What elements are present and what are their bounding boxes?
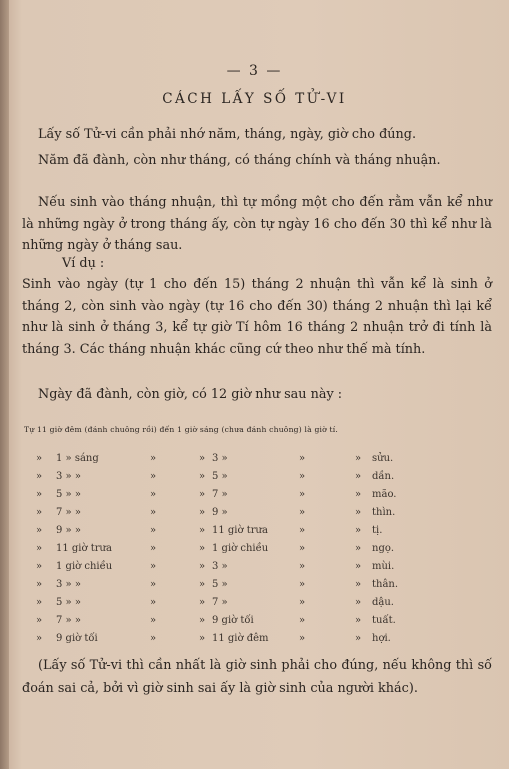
table-row — [0, 507, 509, 525]
table-cell-c8: thân. — [372, 579, 399, 590]
table-cell-c2: 9 giờ tối — [56, 633, 98, 644]
paragraph-example: Sinh vào ngày (tự 1 cho đến 15) tháng 2 nhuận thì vẫn kể là sinh ở tháng 2, còn sinh vào ngày (tự 16 cho đến 30) tháng 2 nhuận thì lại kể như là sinh ở tháng 3, kể tự giờ Tí hôm 16 tháng 2 nhuận trở đi tính là tháng 3. Các tháng nhuận khác cũng cứ theo như thế mà tính. — [22, 277, 492, 357]
table-cell-c1: » — [36, 579, 43, 590]
table-cell-c4: » — [199, 633, 206, 644]
table-cell-c8: mão. — [372, 489, 397, 500]
table-row — [0, 453, 509, 471]
table-cell-c3: » — [150, 615, 157, 626]
table-cell-c8: tuất. — [372, 615, 396, 626]
table-cell-c5: 3 » — [212, 561, 228, 572]
table-cell-c5: 9 giờ tối — [212, 615, 254, 626]
table-cell-c7: » — [355, 543, 362, 554]
table-cell-c6: » — [299, 561, 306, 572]
table-row — [0, 471, 509, 489]
hours-table-header: Tự 11 giờ đêm (đánh chuông rồi) đến 1 giờ sáng (chưa đánh chuông) là giờ tí. — [24, 425, 339, 434]
table-cell-c3: » — [150, 507, 157, 518]
paragraph-example-label: Ví dụ : — [62, 256, 105, 271]
table-cell-c7: » — [355, 597, 362, 608]
table-cell-c1: » — [36, 615, 43, 626]
table-cell-c7: » — [355, 633, 362, 644]
table-cell-c2: 3 » » — [56, 471, 81, 482]
page-number: — 3 — — [226, 63, 283, 79]
table-cell-c4: » — [199, 543, 206, 554]
table-cell-c6: » — [299, 471, 306, 482]
table-cell-c4: » — [199, 471, 206, 482]
table-cell-c8: hợi. — [372, 633, 391, 644]
table-cell-c5: 7 » — [212, 597, 228, 608]
table-cell-c6: » — [299, 525, 306, 536]
table-cell-c5: 5 » — [212, 579, 228, 590]
table-cell-c3: » — [150, 489, 157, 500]
table-cell-c2: 5 » » — [56, 489, 81, 500]
table-cell-c8: tị. — [372, 525, 383, 536]
table-cell-c5: 5 » — [212, 471, 228, 482]
table-cell-c1: » — [36, 525, 43, 536]
table-cell-c7: » — [355, 507, 362, 518]
table-row — [0, 615, 509, 633]
table-cell-c4: » — [199, 561, 206, 572]
table-row — [0, 543, 509, 561]
paragraph-3: Nếu sinh vào tháng nhuận, thì tự mồng một cho đến rằm vẫn kể như là những ngày ở trong tháng ấy, còn tự ngày 16 cho đến 30 thì kể như là những ngày ở tháng sau. — [22, 195, 492, 253]
table-cell-c3: » — [150, 543, 157, 554]
table-cell-c2: 7 » » — [56, 507, 81, 518]
table-cell-c7: » — [355, 561, 362, 572]
table-cell-c6: » — [299, 507, 306, 518]
paragraph-1: Lấy số Tử-vi cần phải nhớ năm, tháng, ngày, giờ cho đúng. — [38, 127, 417, 142]
table-cell-c6: » — [299, 543, 306, 554]
table-cell-c1: » — [36, 597, 43, 608]
table-cell-c8: thìn. — [372, 507, 396, 518]
table-cell-c4: » — [199, 453, 206, 464]
table-cell-c5: 11 giờ trưa — [212, 525, 268, 536]
table-cell-c7: » — [355, 615, 362, 626]
table-cell-c8: dần. — [372, 471, 395, 482]
table-cell-c2: 9 » » — [56, 525, 81, 536]
table-row — [0, 579, 509, 597]
table-cell-c5: 9 » — [212, 507, 228, 518]
table-cell-c1: » — [36, 507, 43, 518]
table-cell-c3: » — [150, 561, 157, 572]
page-binding-edge — [0, 0, 9, 769]
table-cell-c3: » — [150, 597, 157, 608]
page-title: CÁCH LẤY SỐ TỬ-VI — [162, 91, 347, 107]
table-cell-c3: » — [150, 633, 157, 644]
paragraph-hours-intro: Ngày đã đành, còn giờ, có 12 giờ như sau này : — [38, 387, 343, 402]
table-cell-c4: » — [199, 507, 206, 518]
table-cell-c1: » — [36, 453, 43, 464]
paragraph-2: Năm đã đành, còn như tháng, có tháng chính và tháng nhuận. — [38, 153, 441, 168]
table-cell-c1: » — [36, 543, 43, 554]
table-row — [0, 525, 509, 543]
table-cell-c4: » — [199, 489, 206, 500]
table-cell-c2: 1 » sáng — [56, 453, 99, 464]
table-cell-c7: » — [355, 453, 362, 464]
table-cell-c1: » — [36, 471, 43, 482]
table-cell-c3: » — [150, 471, 157, 482]
table-row — [0, 633, 509, 651]
table-cell-c1: » — [36, 561, 43, 572]
table-cell-c2: 7 » » — [56, 615, 81, 626]
table-cell-c6: » — [299, 489, 306, 500]
table-cell-c5: 7 » — [212, 489, 228, 500]
table-cell-c1: » — [36, 489, 43, 500]
table-cell-c8: dậu. — [372, 597, 394, 608]
table-cell-c2: 1 giờ chiều — [56, 561, 113, 572]
table-cell-c6: » — [299, 453, 306, 464]
table-cell-c6: » — [299, 615, 306, 626]
table-cell-c7: » — [355, 489, 362, 500]
table-cell-c3: » — [150, 525, 157, 536]
table-cell-c8: sửu. — [372, 453, 394, 464]
table-cell-c8: mùi. — [372, 561, 395, 572]
table-cell-c4: » — [199, 597, 206, 608]
table-row — [0, 489, 509, 507]
table-cell-c5: 11 giờ đêm — [212, 633, 269, 644]
table-cell-c6: » — [299, 597, 306, 608]
table-cell-c7: » — [355, 525, 362, 536]
table-cell-c2: 5 » » — [56, 597, 81, 608]
table-cell-c6: » — [299, 633, 306, 644]
table-cell-c4: » — [199, 579, 206, 590]
table-cell-c7: » — [355, 579, 362, 590]
table-row — [0, 597, 509, 615]
table-cell-c8: ngọ. — [372, 543, 395, 554]
table-cell-c3: » — [150, 453, 157, 464]
table-cell-c7: » — [355, 471, 362, 482]
table-cell-c4: » — [199, 615, 206, 626]
table-cell-c5: 1 giờ chiều — [212, 543, 269, 554]
table-cell-c5: 3 » — [212, 453, 228, 464]
table-cell-c3: » — [150, 579, 157, 590]
table-row — [0, 561, 509, 579]
table-cell-c6: » — [299, 579, 306, 590]
closing-note: (Lấy số Tử-vi thì cần nhất là giờ sinh phải cho đúng, nếu không thì số đoán sai cả, bởi vì giờ sinh sai ấy là giờ sinh của người khác). — [22, 658, 492, 696]
table-cell-c4: » — [199, 525, 206, 536]
table-cell-c2: 3 » » — [56, 579, 81, 590]
table-cell-c2: 11 giờ trưa — [56, 543, 112, 554]
table-cell-c1: » — [36, 633, 43, 644]
